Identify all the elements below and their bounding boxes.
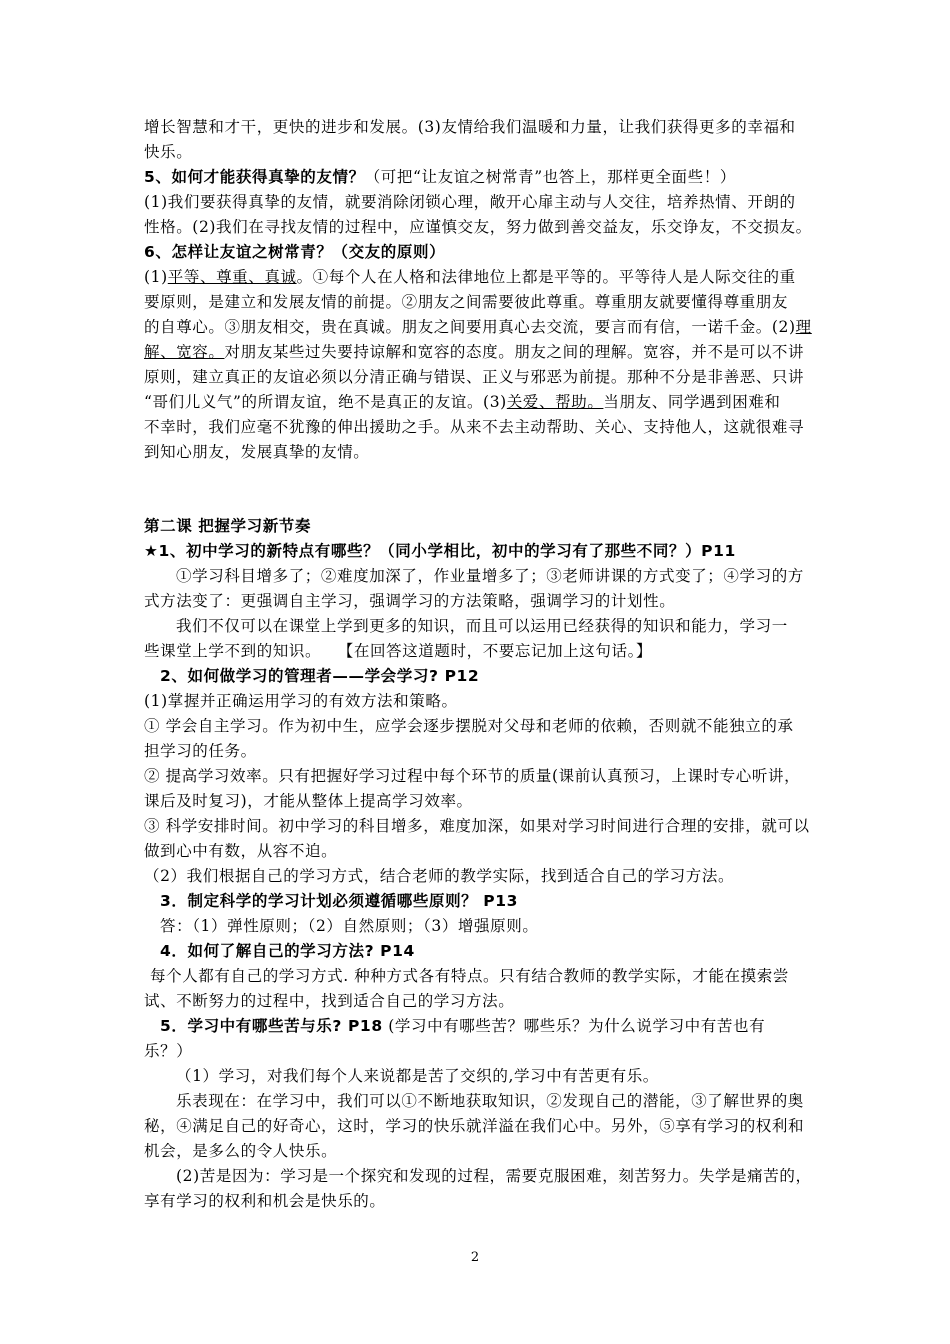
text-line xyxy=(176,564,814,588)
text-line xyxy=(144,440,814,464)
text-run: 对朋友某些过失要持谅解和宽容的态度。朋友之间的理解。宽容，并不是可以不讲 xyxy=(224,343,805,361)
text-run: 5．学习中有哪些苦与乐? P18 xyxy=(160,1017,383,1035)
text-run: 秘，④满足自己的好奇心，这时，学习的快乐就洋溢在我们心中。另外，⑤享有学习的权利和 xyxy=(144,1117,805,1135)
text-run: 课后及时复习)，才能从整体上提高学习效率。 xyxy=(144,792,473,810)
text-line xyxy=(150,964,814,988)
text-run: 原则，建立真正的友谊必须以分清正确与错误、正义与邪恶为前提。那种不分是非善恶、只讲 xyxy=(144,368,805,386)
text-line xyxy=(144,739,814,763)
text-line xyxy=(144,265,814,289)
text-line xyxy=(144,589,814,613)
text-line xyxy=(144,764,814,788)
text-line xyxy=(160,939,814,963)
text-line xyxy=(144,689,814,713)
text-run: 第二课 把握学习新节奏 xyxy=(144,517,311,535)
text-line xyxy=(144,1039,814,1063)
text-run: 到知心朋友，发展真挚的友情。 xyxy=(144,443,370,461)
text-line xyxy=(176,1089,814,1113)
text-line xyxy=(144,240,814,264)
text-line xyxy=(144,1189,814,1213)
text-run: ② 提高学习效率。只有把握好学习过程中每个环节的质量(课前认真预习，上课时专心听讲， xyxy=(144,767,801,785)
text-run: (1)我们要获得真挚的友情，就要消除闭锁心理，敞开心扉主动与人交往，培养热情、开朗的 xyxy=(144,193,796,211)
text-run: 关爱、帮助。 xyxy=(506,393,604,411)
text-run: (2)苦是因为：学习是一个探究和发现的过程，需要克服困难，刻苦努力。失学是痛苦的， xyxy=(176,1167,812,1185)
text-run: ① 学会自主学习。作为初中生，应学会逐步摆脱对父母和老师的依赖，否则就不能独立的承 xyxy=(144,717,794,735)
text-line xyxy=(144,1139,814,1163)
text-run: 5、如何才能获得真挚的友情？ xyxy=(144,168,365,186)
text-run: 解、宽容。 xyxy=(144,343,225,361)
text-run: 。①每个人在人格和法律地位上都是平等的。平等待人是人际交往的重 xyxy=(296,268,796,286)
text-line xyxy=(144,115,814,139)
text-line xyxy=(144,365,814,389)
text-line xyxy=(160,914,814,938)
text-line xyxy=(160,664,814,688)
text-line xyxy=(160,889,814,913)
text-run: 式方法变了：更强调自主学习，强调学习的方法策略，强调学习的计划性。 xyxy=(144,592,676,610)
text-run: 当朋友、同学遇到困难和 xyxy=(603,393,781,411)
text-run: （可把“让友谊之树常青”也答上，那样更全面些！） xyxy=(364,168,736,186)
text-run: 4．如何了解自己的学习方法? P14 xyxy=(160,942,415,960)
text-line xyxy=(176,614,814,638)
text-line xyxy=(144,789,814,813)
text-run: 增长智慧和才干，更快的进步和发展。(3)友情给我们温暖和力量，让我们获得更多的幸福和 xyxy=(144,118,796,136)
text-run: 乐表现在：在学习中，我们可以①不断地获取知识，②发现自己的潜能，③了解世界的奥 xyxy=(176,1092,804,1110)
text-line xyxy=(176,1064,814,1088)
text-line xyxy=(144,340,814,364)
text-line xyxy=(144,415,814,439)
text-run: 理 xyxy=(795,318,812,336)
text-run: (1) xyxy=(144,268,168,286)
text-line xyxy=(144,140,814,164)
text-run: 快乐。 xyxy=(144,143,193,161)
text-run: ①学习科目增多了；②难度加深了，作业量增多了；③老师讲课的方式变了；④学习的方 xyxy=(176,567,804,585)
text-line xyxy=(144,839,814,863)
text-line xyxy=(144,290,814,314)
text-line xyxy=(144,989,814,1013)
text-run: （2）我们根据自己的学习方式，结合老师的教学实际，找到适合自己的学习方法。 xyxy=(144,867,735,885)
text-run: 的自尊心。③朋友相交，贵在真诚。朋友之间要用真心去交流，要言而有信，一诺千金。(2) xyxy=(144,318,796,336)
text-run: 做到心中有数，从容不迫。 xyxy=(144,842,338,860)
text-line xyxy=(144,714,814,738)
text-line xyxy=(144,864,814,888)
text-run: “哥们儿义气”的所谓友谊，绝不是真正的友谊。(3) xyxy=(144,393,507,411)
text-run: 6、怎样让友谊之树常青？（交友的原则） xyxy=(144,243,446,261)
text-line xyxy=(160,1014,814,1038)
text-run: (学习中有哪些苦？哪些乐？为什么说学习中有苦也有 xyxy=(382,1017,766,1035)
text-run: 3．制定科学的学习计划必须遵循哪些原则？ P13 xyxy=(160,892,519,910)
text-line xyxy=(144,315,814,339)
text-run: 乐？） xyxy=(144,1042,193,1060)
text-run: 享有学习的权利和机会是快乐的。 xyxy=(144,1192,386,1210)
text-run: 答：（1）弹性原则；（2）自然原则；（3）增强原则。 xyxy=(160,917,539,935)
text-run: 我们不仅可以在课堂上学到更多的知识，而且可以运用已经获得的知识和能力，学习一 xyxy=(176,617,788,635)
page-number: 2 xyxy=(470,1250,480,1265)
text-run: (1)掌握并正确运用学习的有效方法和策略。 xyxy=(144,692,458,710)
text-run: 机会，是多么的令人快乐。 xyxy=(144,1142,338,1160)
text-line xyxy=(144,215,814,239)
text-run: 平等、尊重、真诚 xyxy=(167,268,297,286)
text-run: 些课堂上学不到的知识。 【在回答这道题时，不要忘记加上这句话。】 xyxy=(144,642,653,660)
text-line xyxy=(144,814,814,838)
text-line xyxy=(144,390,814,414)
text-line xyxy=(144,190,814,214)
text-line xyxy=(144,1114,814,1138)
text-line xyxy=(144,514,814,538)
text-run: （1）学习，对我们每个人来说都是苦了交织的,学习中有苦更有乐。 xyxy=(176,1067,659,1085)
text-run: 要原则，是建立和发展友情的前提。②朋友之间需要彼此尊重。尊重朋友就要懂得尊重朋友 xyxy=(144,293,789,311)
text-line xyxy=(144,639,814,663)
text-run: 每个人都有自己的学习方式. 种种方式各有特点。只有结合教师的教学实际，才能在摸索尝 xyxy=(150,967,789,985)
text-run: 担学习的任务。 xyxy=(144,742,257,760)
text-run: ③ 科学安排时间。初中学习的科目增多，难度加深，如果对学习时间进行合理的安排，就可以 xyxy=(144,817,810,835)
text-run: 试、不断努力的过程中，找到适合自己的学习方法。 xyxy=(144,992,515,1010)
text-run: 不幸时，我们应毫不犹豫的伸出援助之手。从来不去主动帮助、关心、支持他人，这就很难寻 xyxy=(144,418,805,436)
text-line xyxy=(144,165,814,189)
text-run: 性格。(2)我们在寻找友情的过程中，应谨慎交友，努力做到善交益友，乐交诤友，不交损友。 xyxy=(144,218,812,236)
text-line xyxy=(176,1164,814,1188)
text-run: 2、如何做学习的管理者——学会学习? P12 xyxy=(160,667,480,685)
text-run: ★1、初中学习的新特点有哪些？（同小学相比，初中的学习有了那些不同？）P11 xyxy=(144,542,736,560)
text-line xyxy=(144,539,814,563)
